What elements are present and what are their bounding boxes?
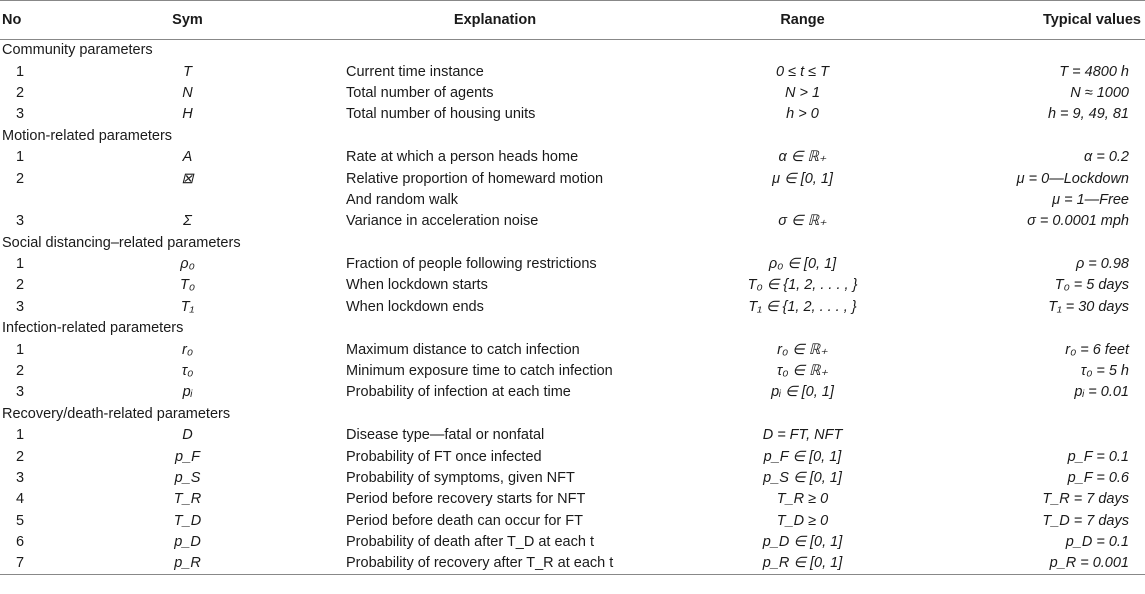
cell-range: p_F ∈ [0, 1] — [763, 448, 842, 465]
table-row — [0, 489, 1145, 510]
header-sym: Sym — [60, 1, 315, 40]
table-row — [0, 168, 1145, 189]
cell-explanation: And random walk — [346, 191, 459, 208]
cell-typical-value: r₀ = 6 feet — [1065, 341, 1129, 358]
cell-typical-value: μ = 1—Free — [1052, 191, 1129, 208]
cell-explanation: Variance in acceleration noise — [346, 213, 539, 230]
cell-no: 7 — [0, 553, 60, 574]
header-explanation: Explanation — [315, 1, 675, 40]
cell-symbol: T₀ — [180, 277, 195, 294]
cell-symbol: T_D — [173, 512, 202, 529]
cell-symbol: A — [182, 149, 193, 166]
table-row — [0, 296, 1145, 317]
section-row — [0, 125, 1145, 146]
cell-typical-value — [930, 425, 1145, 446]
section-row — [0, 40, 1145, 61]
cell-typical-value: pᵢ = 0.01 — [1074, 384, 1129, 401]
cell-range: μ ∈ [0, 1] — [772, 170, 833, 187]
cell-typical-value: τ₀ = 5 h — [1080, 363, 1129, 380]
cell-symbol: p_R — [60, 553, 315, 574]
section-row — [0, 232, 1145, 253]
cell-symbol: τ₀ — [181, 363, 194, 380]
cell-range: τ₀ ∈ ℝ₊ — [776, 363, 829, 380]
table-row — [0, 253, 1145, 274]
cell-explanation: Relative proportion of homeward motion — [346, 170, 604, 187]
cell-no: 1 — [15, 427, 25, 444]
table-row — [0, 211, 1145, 232]
section-title: Community parameters — [2, 42, 153, 59]
cell-symbol: D — [182, 427, 193, 444]
cell-no: 3 — [15, 470, 25, 486]
cell-no: 2 — [15, 170, 25, 187]
cell-symbol: T_R — [173, 491, 202, 508]
cell-explanation: Total number of agents — [346, 84, 494, 101]
table-row — [0, 360, 1145, 381]
cell-no: 5 — [15, 512, 25, 529]
section-title: Infection-related parameters — [2, 320, 184, 337]
cell-no: 3 — [15, 384, 25, 401]
cell-symbol: p_D — [174, 534, 201, 551]
cell-range: p_S ∈ [0, 1] — [763, 470, 842, 486]
cell-explanation: Fraction of people following restrictions — [346, 256, 597, 273]
cell-range: p_D ∈ [0, 1] — [762, 534, 843, 551]
table-row — [0, 189, 1145, 210]
cell-typical-value: p_F = 0.1 — [1067, 448, 1129, 465]
cell-no: 3 — [15, 298, 25, 315]
cell-range: r₀ ∈ ℝ₊ — [777, 341, 828, 358]
table-row — [0, 467, 1145, 488]
table-row — [0, 61, 1145, 82]
header-typical-values: Typical values — [930, 1, 1145, 40]
cell-no: 3 — [15, 213, 25, 230]
cell-explanation: Maximum distance to catch infection — [346, 341, 580, 358]
table-row — [0, 425, 1145, 446]
cell-range: p_R ∈ [0, 1] — [675, 553, 930, 574]
cell-typical-value: p_R = 0.001 — [930, 553, 1145, 574]
cell-no: 1 — [15, 63, 25, 80]
header-no: No — [0, 1, 60, 40]
table-row — [0, 82, 1145, 103]
cell-typical-value: T₁ = 30 days — [1048, 298, 1129, 315]
cell-explanation: Minimum exposure time to catch infection — [346, 363, 613, 380]
table-row — [0, 146, 1145, 167]
section-title: Motion-related parameters — [2, 127, 173, 144]
cell-typical-value: μ = 0—Lockdown — [1016, 170, 1129, 187]
table-row — [0, 382, 1145, 403]
header-range: Range — [675, 1, 930, 40]
cell-range: N > 1 — [784, 84, 821, 101]
table-row — [0, 510, 1145, 531]
cell-symbol: pᵢ — [182, 384, 193, 401]
cell-typical-value: T_R = 7 days — [1042, 491, 1129, 508]
table-row — [0, 339, 1145, 360]
table-row — [0, 553, 1145, 574]
table-row — [0, 275, 1145, 296]
cell-symbol: T — [183, 63, 192, 80]
cell-no: 2 — [15, 84, 25, 101]
cell-range: T₀ ∈ {1, 2, . . . , } — [747, 277, 858, 294]
section-title: Recovery/death-related parameters — [2, 405, 231, 422]
cell-no: 4 — [15, 491, 25, 508]
cell-explanation: Period before death can occur for FT — [346, 512, 583, 529]
cell-range: h > 0 — [786, 106, 819, 123]
cell-symbol: T₁ — [180, 298, 195, 315]
cell-explanation: Total number of housing units — [346, 106, 536, 123]
section-row — [0, 318, 1145, 339]
cell-symbol: p_F — [175, 448, 200, 465]
cell-explanation: Current time instance — [346, 63, 484, 80]
cell-explanation: Probability of death after T_D at each t — [346, 534, 594, 551]
cell-no: 1 — [15, 149, 25, 166]
cell-typical-value: p_F = 0.6 — [1067, 470, 1129, 486]
cell-explanation: When lockdown starts — [346, 277, 488, 294]
cell-explanation: Probability of FT once infected — [346, 448, 542, 465]
table-row — [0, 104, 1145, 125]
cell-no — [0, 189, 60, 210]
cell-typical-value: ρ = 0.98 — [1075, 256, 1129, 273]
cell-explanation: When lockdown ends — [346, 298, 484, 315]
cell-range — [675, 189, 930, 210]
cell-symbol: ⊠ — [181, 170, 194, 187]
cell-symbol: ρ₀ — [180, 256, 195, 273]
section-title: Social distancing–related parameters — [2, 234, 241, 251]
cell-explanation: Rate at which a person heads home — [346, 149, 579, 166]
cell-explanation: Probability of symptoms, given NFT — [346, 470, 575, 486]
cell-typical-value: α = 0.2 — [1084, 149, 1129, 166]
cell-range: α ∈ ℝ₊ — [778, 149, 827, 166]
cell-no: 1 — [15, 341, 25, 358]
cell-range: ρ₀ ∈ [0, 1] — [768, 256, 837, 273]
cell-range: T_R ≥ 0 — [776, 491, 829, 508]
cell-symbol: N — [182, 84, 193, 101]
cell-range: 0 ≤ t ≤ T — [776, 63, 829, 80]
cell-typical-value: σ = 0.0001 mph — [1027, 213, 1129, 230]
cell-range: σ ∈ ℝ₊ — [778, 213, 827, 230]
table-row — [0, 446, 1145, 467]
cell-no: 2 — [15, 277, 25, 294]
cell-explanation: Probability of recovery after T_R at each t — [315, 553, 675, 574]
cell-no: 1 — [15, 256, 25, 273]
cell-symbol: Σ — [183, 213, 192, 230]
cell-no: 6 — [15, 534, 25, 551]
cell-symbol: H — [182, 106, 193, 123]
cell-range: pᵢ ∈ [0, 1] — [771, 384, 834, 401]
cell-symbol — [60, 189, 315, 210]
cell-no: 2 — [15, 363, 25, 380]
cell-typical-value: h = 9, 49, 81 — [1047, 106, 1129, 123]
section-row — [0, 403, 1145, 424]
table-body — [0, 40, 1145, 575]
cell-symbol: p_S — [174, 470, 201, 486]
cell-typical-value: T = 4800 h — [1059, 63, 1129, 80]
cell-typical-value: N ≈ 1000 — [1070, 84, 1129, 101]
header-row — [0, 1, 1145, 40]
cell-typical-value: T₀ = 5 days — [1054, 277, 1129, 294]
cell-no: 2 — [15, 448, 25, 465]
cell-explanation: Probability of infection at each time — [346, 384, 571, 401]
cell-explanation: Disease type—fatal or nonfatal — [346, 427, 545, 444]
cell-symbol: r₀ — [182, 341, 193, 358]
cell-range: T₁ ∈ {1, 2, . . . , } — [748, 298, 857, 315]
cell-typical-value: T_D = 7 days — [1042, 512, 1129, 529]
cell-range: T_D ≥ 0 — [776, 512, 829, 529]
table-header — [0, 1, 1145, 40]
table-row — [0, 531, 1145, 552]
cell-typical-value: p_D = 0.1 — [1065, 534, 1129, 551]
cell-range: D = FT, NFT — [762, 427, 843, 444]
cell-explanation: Period before recovery starts for NFT — [346, 491, 586, 508]
cell-no: 3 — [15, 106, 25, 123]
